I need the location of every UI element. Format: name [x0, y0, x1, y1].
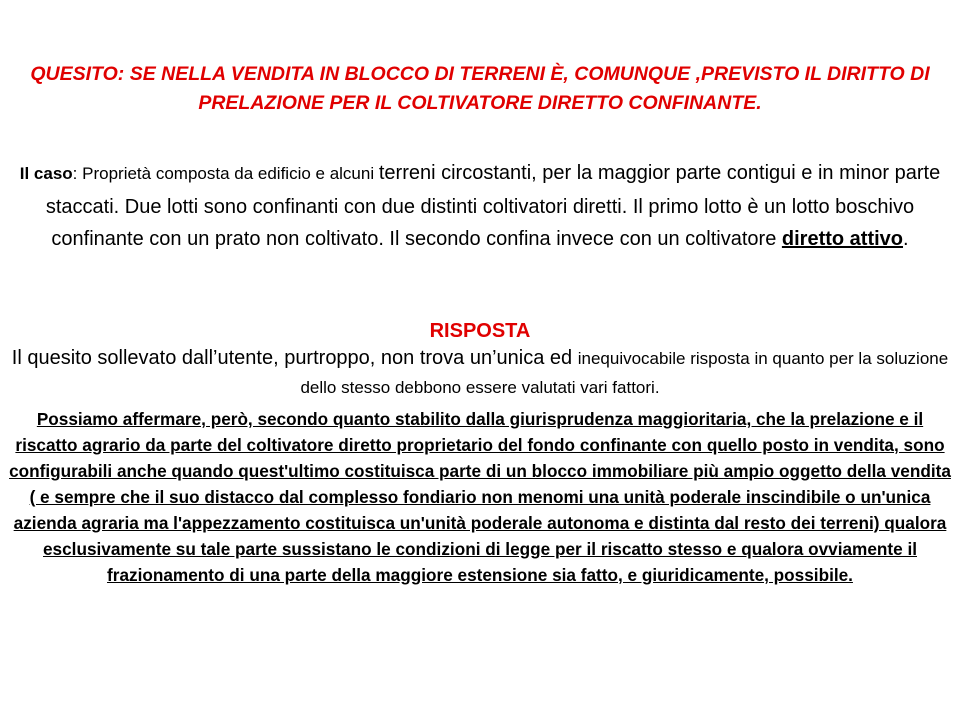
case-text: terreni circostanti, per la maggior parte contigui e in minor parte staccati. Due lotti sono confinanti con due distinti coltivatori diretti. Il primo lotto è un lotto boschivo confinante con un prato non coltivato. Il secondo confina invece con un coltivatore: [45, 162, 941, 250]
case-highlight: diretto attivo: [781, 228, 904, 250]
case-label: Il caso: [19, 164, 73, 183]
risposta-intro: [6, 344, 954, 402]
risposta-body: Possiamo affermare, però, secondo quanto stabilito dalla giurisprudenza maggioritaria, che la prelazione e il riscatto agrario da parte del coltivatore diretto proprietario del fondo confinante con quello posto in vendita, sono configurabili anche quando quest'ultimo costituisca parte di un blocco immobiliare più ampio oggetto della vendita ( e sempre che il suo distacco dal complesso fondiario non menomi una unità poderale inscindibile o un'unica azienda agraria ma l'appezzamento costituisca un'unità poderale autonoma e distinta dal resto dei terreni) qualora esclusivamente su tale parte sussistano le condizioni di legge per il riscatto stesso e qualora ovviamente il frazionamento di una parte della maggiore estensione sia fatto, e giuridicamente, possibile.: [9, 409, 951, 585]
risposta-intro-small: inequivocabile risposta in quanto per la soluzione dello stesso debbono essere valutati vari fattori.: [300, 349, 949, 397]
case-end: .: [903, 228, 909, 250]
case-paragraph: [6, 157, 954, 256]
risposta-intro-text: Il quesito sollevato dall’utente, purtroppo, non trova un’unica ed: [11, 347, 578, 369]
risposta-heading: RISPOSTA: [429, 320, 531, 342]
case-colon: :: [72, 164, 83, 183]
case-small-text: Proprietà composta da edificio e alcuni: [82, 164, 379, 183]
slide-title: QUESITO: SE NELLA VENDITA IN BLOCCO DI TERRENI È, COMUNQUE ,PREVISTO IL DIRITTO DI PRELAZIONE PER IL COLTIVATORE DIRETTO CONFINANTE.: [30, 63, 930, 114]
